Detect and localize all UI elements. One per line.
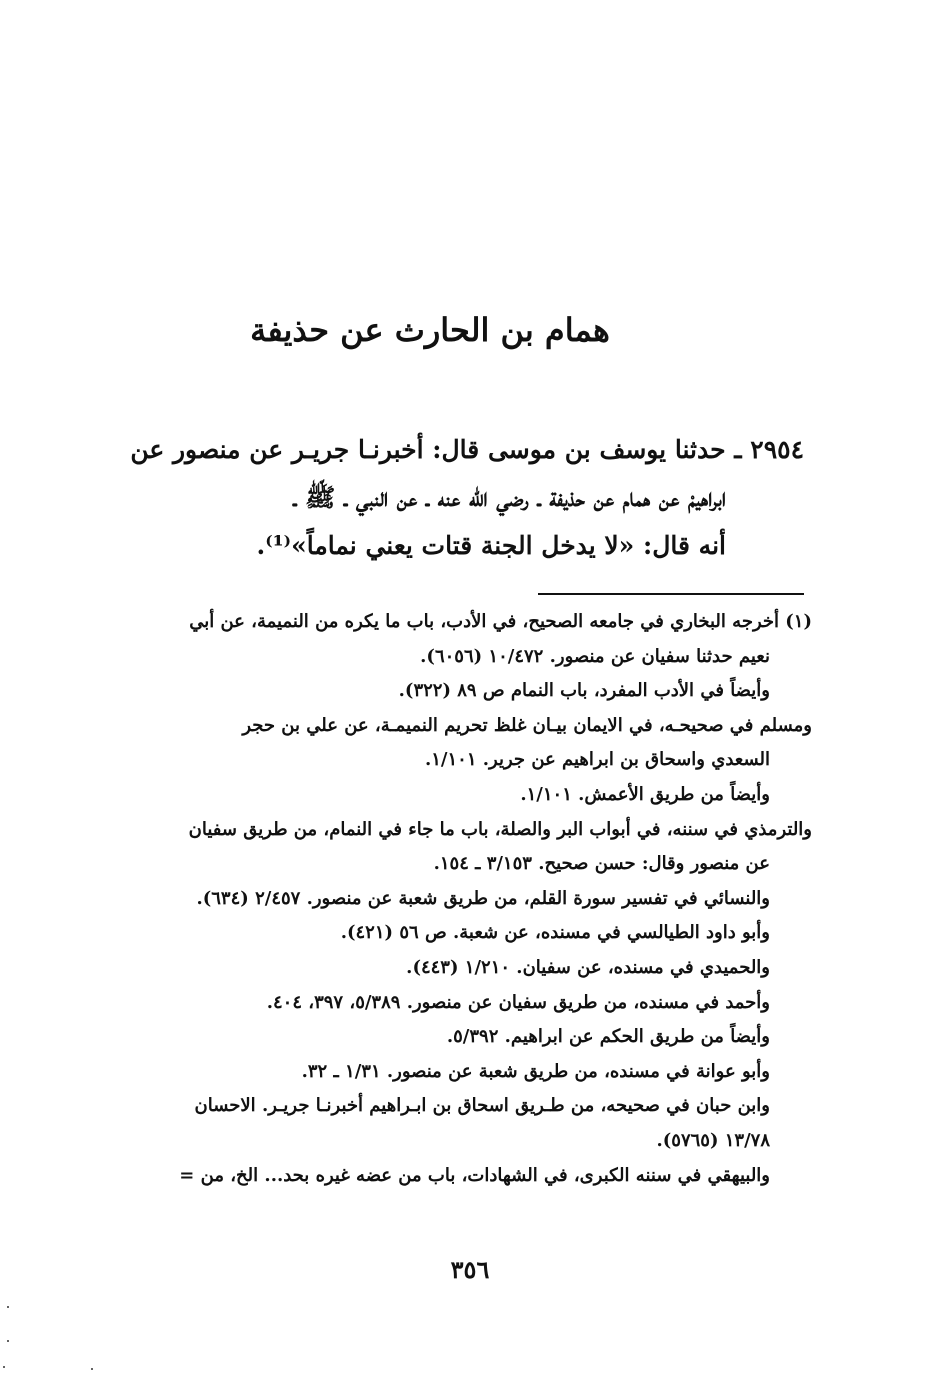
hadith-text (104, 426, 804, 570)
chapter-title: همام بن الحارث عن حذيفة (250, 311, 610, 349)
footnote-line: عن منصور وقال: حسن صحيح. ٣/١٥٣ ـ ١٥٤. (433, 853, 770, 875)
footnote-line: وأيضاً من طريق الأعمش. ١/١٠١. (520, 783, 770, 805)
footnote-line: نعيم حدثنا سفيان عن منصور. ١٠/٤٧٢ (٦٠٥٦). (420, 645, 770, 667)
page-number: ٣٥٦ (450, 1255, 490, 1284)
footnote-line: ومسلم في صحيحـه، في الايمان بيـان غلظ تحريم النميمـة، عن علي بن حجر (242, 714, 812, 736)
footnote-line: ١٣/٧٨ (٥٧٦٥). (656, 1129, 770, 1151)
footnote-line: وابن حبان في صحيحه، من طـريق اسحاق بن ابـراهيم أخبرنـا جريـر. الاحسان (194, 1095, 770, 1117)
hadith-line: أنه قال: «لا يدخل الجنة قتات يعني نماماً»⁽¹⁾. (256, 531, 726, 560)
footnote-line: والحميدي في مسنده، عن سفيان. ١/٢١٠ (٤٤٣). (406, 956, 770, 978)
footnote-line: السعدي واسحاق بن ابراهيم عن جرير. ١/١٠١. (424, 749, 770, 771)
footnote-line: والترمذي في سننه، في أبواب البر والصلة، باب ما جاء في النمام، من طريق سفيان (188, 818, 812, 840)
scan-speck (7, 1340, 9, 1342)
footnote-line: والبيهقي في سننه الكبرى، في الشهادات، باب من عضه غيره بحد... الخ، من = (179, 1164, 770, 1186)
scan-speck (91, 1368, 93, 1370)
footnote-line: (١) أخرجه البخاري في جامعه الصحيح، في الأدب، باب ما يكره من النميمة، عن أبي (189, 611, 812, 632)
hadith-line: ٢٩٥٤ ـ حدثنا يوسف بن موسى قال: أخبرنـا جريـر عن منصور عن (130, 435, 804, 464)
footnote-line: وأيضاً في الأدب المفرد، باب النمام ص ٨٩ (٣٢٢). (398, 680, 770, 702)
scan-speck (3, 1366, 5, 1368)
footnote-line: وأيضاً من طريق الحكم عن ابراهيم. ٥/٣٩٢. (446, 1026, 770, 1048)
footnote-line: والنسائي في تفسير سورة القلم، من طريق شعبة عن منصور. ٢/٤٥٧ (٦٣٤). (196, 887, 770, 909)
footnote-line: وأبو داود الطيالسي في مسنده، عن شعبة. ص ٥٦ (٤٢١). (340, 922, 770, 944)
footnote-line: وأبو عوانة في مسنده، من طريق شعبة عن منصور. ١/٣١ ـ ٣٢. (301, 1060, 770, 1082)
footnote-line: وأحمد في مسنده، من طريق سفيان عن منصور. ٥/٣٨٩، ٣٩٧، ٤٠٤. (266, 991, 770, 1013)
hadith-line: ابراهيمْ عن همام عن حذيفة ـ رضي الله عنه ـ عن النبي ـ ﷺ ـ (293, 483, 726, 512)
footnote-separator (538, 593, 804, 595)
footnotes (104, 605, 812, 1193)
scan-speck (7, 1306, 9, 1308)
